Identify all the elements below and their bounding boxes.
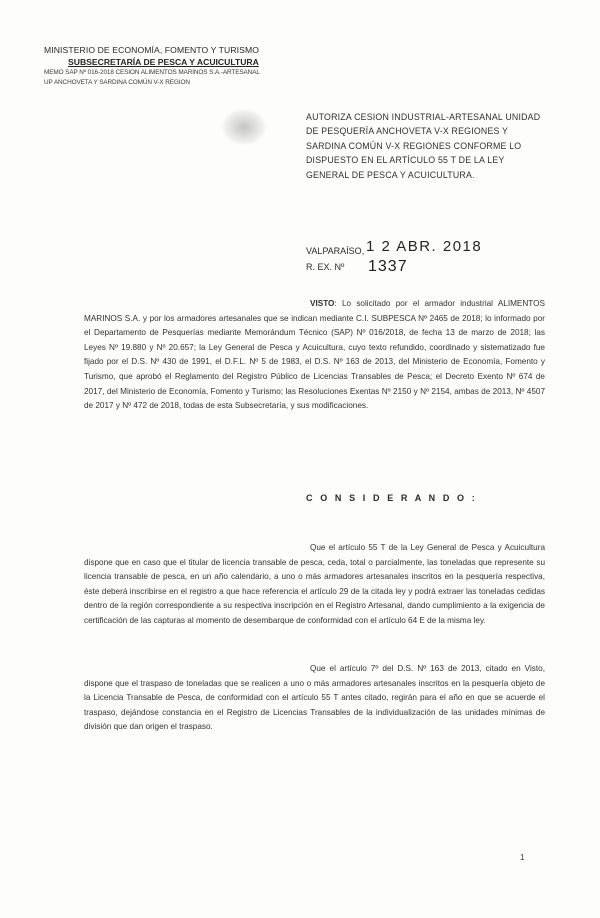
page-number: 1 [520,853,525,862]
considerando-heading: C O N S I D E R A N D O : [306,493,478,503]
visto-label: VISTO [310,299,335,308]
letterhead [44,44,294,87]
memo-reference: MEMO SAP Nº 016-2018 CESION ALIMENTOS MARINOS S.A.-ARTESANAL [44,69,260,76]
considerando-paragraph-1 [84,541,545,629]
considerando-paragraph-2 [84,662,545,735]
fishery-reference: UP ANCHOVETA Y SARDINA COMÚN V-X REGION [44,78,190,86]
subsecretaria-name: SUBSECRETARÍA DE PESCA Y ACUICULTURA [68,57,259,67]
date-stamp: 1 2 ABR. 2018 [366,238,483,255]
resolution-title: AUTORIZA CESION INDUSTRIAL-ARTESANAL UNIDAD DE PESQUERÍA ANCHOVETA V-X REGIONES Y SARDINA COMÚN V-X REGIONES CONFORME LO DISPUESTO EN EL ARTÍCULO 55 T DE LA LEY GENERAL DE PESCA Y ACUICULTURA. [306,112,541,180]
considerando-text-2: Que el artículo 7º del D.S. Nº 163 de 2013, citado en Visto, dispone que el traspaso de toneladas que se realicen a uno o más armadores artesanales inscritos en la pesquería objeto de la Licencia Transable de Pesca, de conformidad con el artículo 55 T antes citado, regirán para el año en que se acuerde el traspaso, dejándose constancia en el Registro de Licencias Transables de la individualización de las unidades mínimas de división que dan origen el traspaso. [84,664,545,732]
ministry-name: MINISTERIO DE ECONOMÍA, FOMENTO Y TURISMO [44,45,259,55]
place-label: VALPARAÍSO, [306,246,365,256]
resolution-label: R. EX. Nº [306,262,345,272]
ink-stamp-icon [222,109,266,145]
considerando-text-1: Que el artículo 55 T de la Ley General de Pesca y Acuicultura dispone que en caso que el titular de licencia transable de pesca, ceda, total o parcialmente, las toneladas que represente su licencia transable de pesca, en un año calendario, a uno o más armadores artesanales inscritos en la pesquería respectiva, éste deberá inscribirse en el registro a que hace referencia el artículo 29 de la citada ley y podrá extraer las toneladas cedidas dentro de la región correspondiente a su respectiva inscripción en el Registro Artesanal, dando cumplimiento a la exigencia de certificación de las capturas al momento de desembarque de conformidad con el artículo 64 E de la misma ley. [84,543,545,625]
visto-text: : Lo solicitado por el armador industrial ALIMENTOS MARINOS S.A. y por los armadores artesanales que se indican mediante C.I. SUBPESCA Nº 2465 de 2018; lo informado por el Departamento de Pesquerías mediante Memorándum Técnico (SAP) Nº 016/2018, de fecha 13 de marzo de 2018; las Leyes Nº 19.880 y Nº 20.657; la Ley General de Pesca y Acuicultura, cuyo texto refundido, coordinado y sistematizado fue fijado por el D.S. Nº 430 de 1991, el D.F.L. Nº 5 de 1983, el D.S. Nº 163 de 2013, del Ministerio de Economía, Fomento y Turismo, que aprobó el Reglamento del Registro Público de Licencias Transables de Pesca; el Decreto Exento Nº 674 de 2017, del Ministerio de Economía, Fomento y Turismo; las Resoluciones Exentas Nº 2150 y Nº 2154, ambas de 2013, Nº 4507 de 2017 y Nº 472 de 2018, todas de esta Subsecretaría, y sus modificaciones. [84,299,545,411]
resolution-number: 1337 [368,258,408,275]
visto-paragraph [84,297,545,414]
